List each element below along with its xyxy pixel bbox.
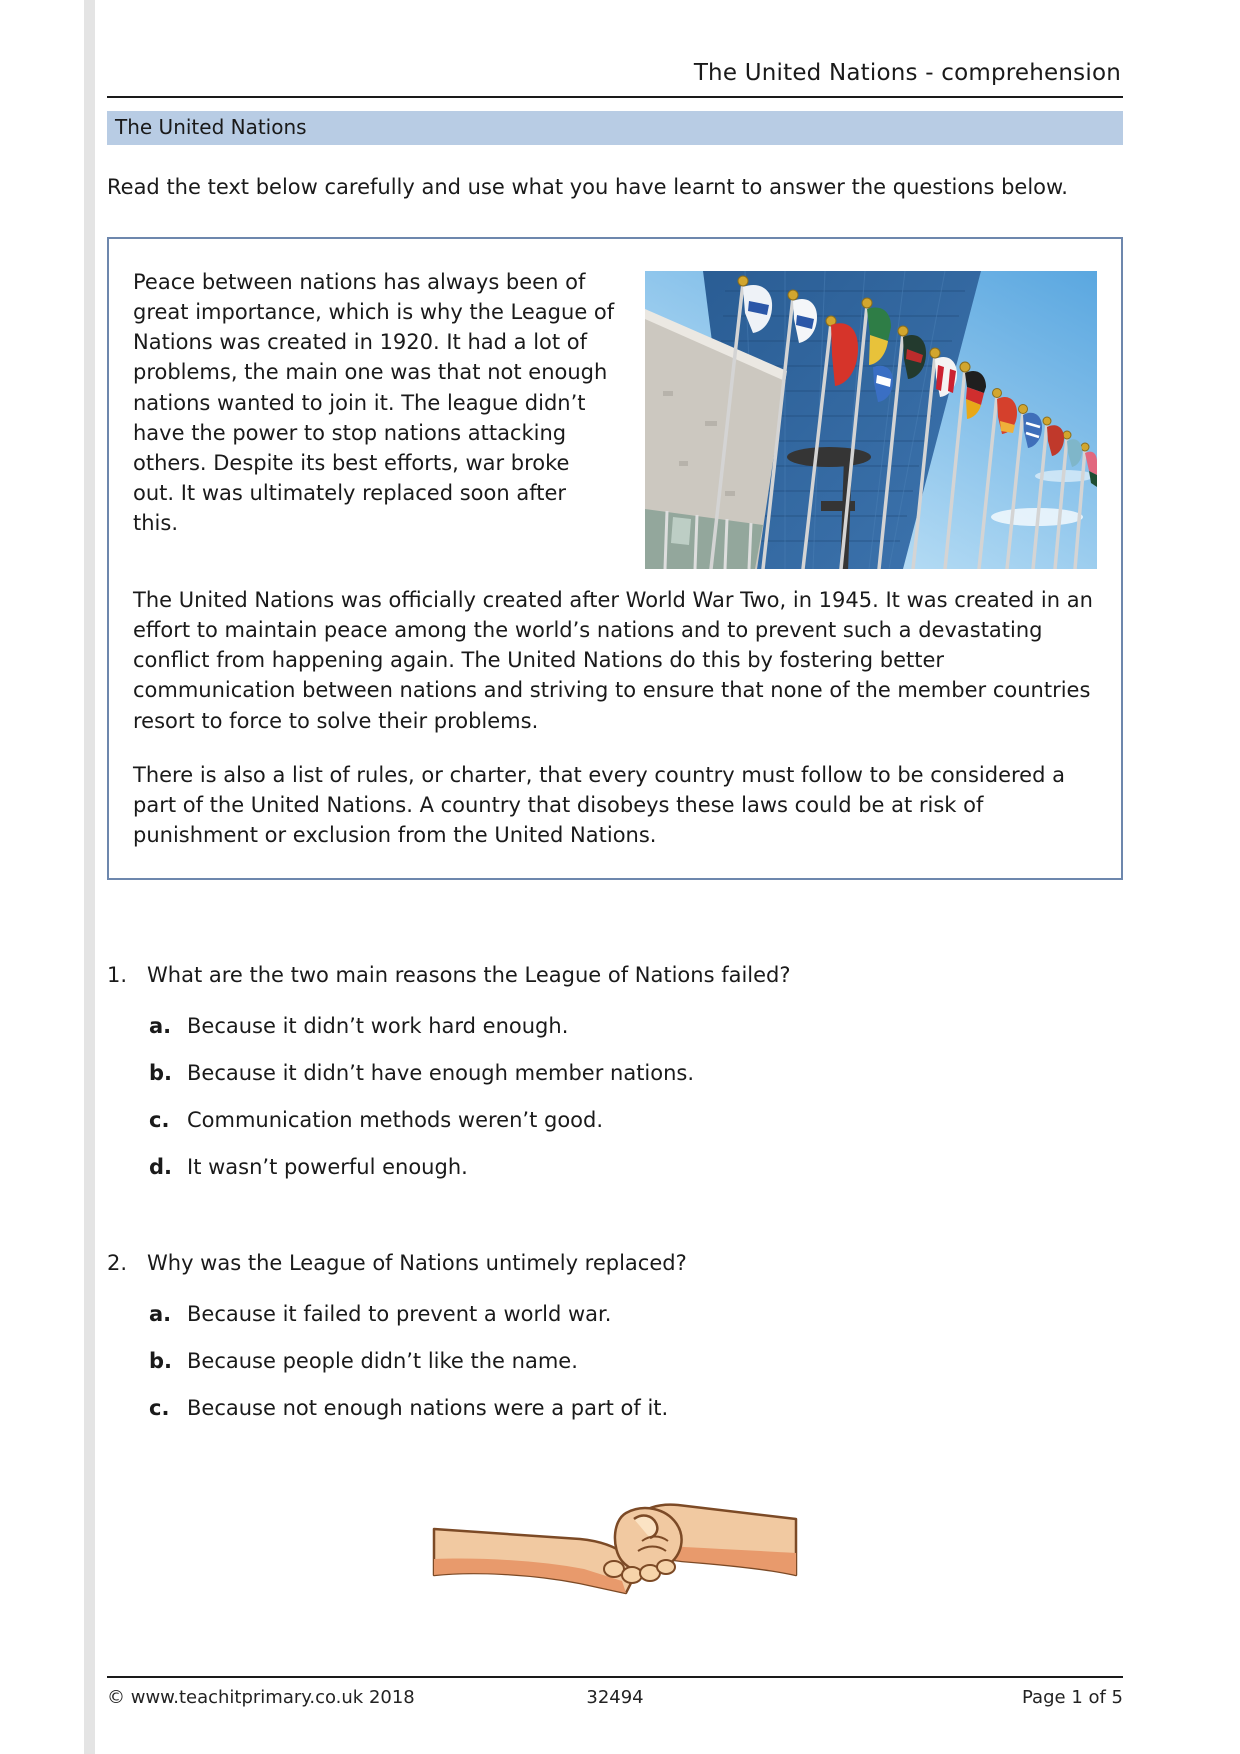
question-2-number: 2. xyxy=(107,1250,128,1275)
passage-paragraph-2: The United Nations was officially created after World War Two, in 1945. It was created in an effort to maintain peace among the world’s nations and to prevent such a devastating conflict from happening again. The United Nations do this by fostering better communication between nations and striving to ensure that none of the member countries resort to force to solve their problems. xyxy=(133,588,1093,733)
option-text: Because it didn’t have enough member nations. xyxy=(187,1060,695,1085)
footer-page-number: Page 1 of 5 xyxy=(1022,1687,1124,1708)
question-1-number: 1. xyxy=(107,962,128,987)
question-2-option-a xyxy=(149,1299,1123,1329)
option-text: Because it failed to prevent a world war. xyxy=(187,1301,612,1326)
question-1 xyxy=(107,960,1123,1182)
handshake-illustration xyxy=(107,1477,1123,1629)
footer-document-id: 32494 xyxy=(586,1687,644,1708)
option-letter: c. xyxy=(149,1107,170,1132)
document-title: The United Nations - comprehension xyxy=(693,60,1121,86)
option-letter: a. xyxy=(149,1301,172,1326)
document-header xyxy=(107,60,1123,98)
option-letter: b. xyxy=(149,1060,173,1085)
scan-edge-artifact xyxy=(84,0,95,1754)
question-1-option-d xyxy=(149,1152,1123,1182)
question-2-option-b xyxy=(149,1346,1123,1376)
option-letter: c. xyxy=(149,1395,170,1420)
option-text: Communication methods weren’t good. xyxy=(187,1107,604,1132)
question-2-option-c xyxy=(149,1393,1123,1423)
option-letter: b. xyxy=(149,1348,173,1373)
section-title-banner xyxy=(107,111,1123,145)
reading-passage-box xyxy=(107,237,1123,879)
page-content xyxy=(107,0,1123,1629)
passage-paragraph-1: Peace between nations has always been of great importance, which is why the League of Nations was created in 1920. It had a lot of problems, the main one was that not enough nations wanted to join it. The league didn’t have the power to stop nations attacking others. Despite its best efforts, war broke out. It was ultimately replaced soon after this. xyxy=(133,270,615,535)
page-footer xyxy=(107,1676,1123,1708)
instructions-text: Read the text below carefully and use what you have learnt to answer the questions below. xyxy=(107,175,1068,199)
question-1-option-b xyxy=(149,1058,1123,1088)
footer-copyright: © www.teachitprimary.co.uk 2018 xyxy=(107,1687,415,1708)
question-2 xyxy=(107,1248,1123,1423)
section-title: The United Nations xyxy=(115,115,307,139)
option-letter: a. xyxy=(149,1013,172,1038)
option-text: Because it didn’t work hard enough. xyxy=(187,1013,569,1038)
passage-paragraph-3: There is also a list of rules, or charter, that every country must follow to be considered a part of the United Nations. A country that disobeys these laws could be at risk of punishment or exclusion from the United Nations. xyxy=(133,762,1065,847)
questions-section xyxy=(107,960,1123,1423)
option-text: Because people didn’t like the name. xyxy=(187,1348,578,1373)
option-text: Because not enough nations were a part of it. xyxy=(187,1395,669,1420)
question-2-text: Why was the League of Nations untimely replaced? xyxy=(147,1250,687,1275)
option-text: It wasn’t powerful enough. xyxy=(187,1154,468,1179)
question-1-text: What are the two main reasons the League of Nations failed? xyxy=(147,962,791,987)
option-letter: d. xyxy=(149,1154,173,1179)
question-1-option-c xyxy=(149,1105,1123,1135)
question-1-option-a xyxy=(149,1011,1123,1041)
un-flags-photo xyxy=(645,271,1097,569)
